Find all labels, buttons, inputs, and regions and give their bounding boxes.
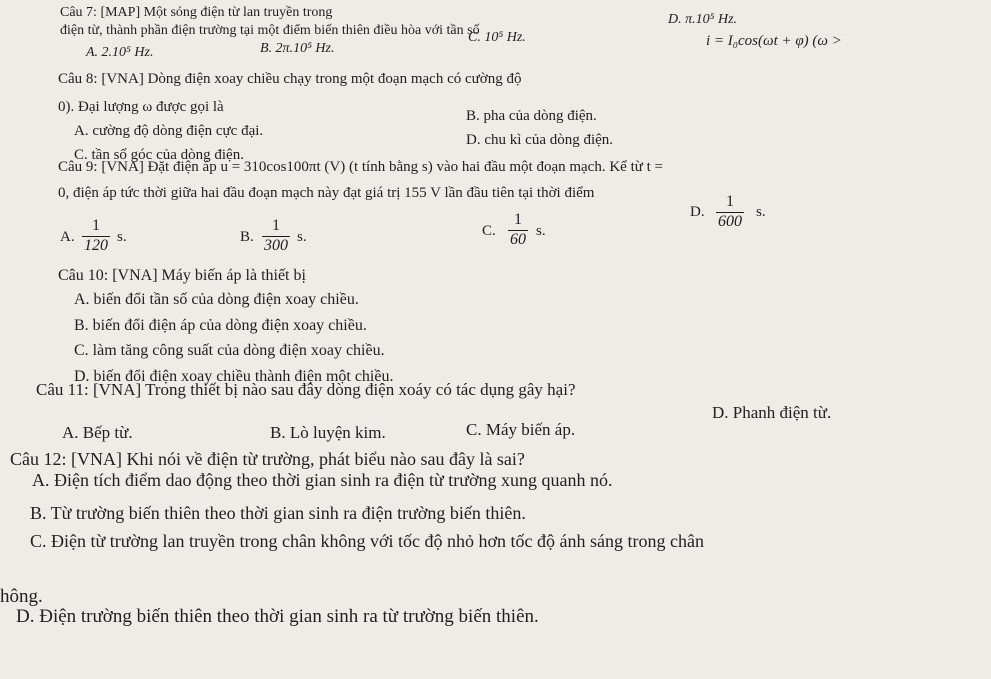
q11-stem: Câu 11: [VNA] Trong thiết bị nào sau đây dòng điện xoáy có tác dụng gây hại?: [36, 380, 576, 399]
q11-option-d: D. Phanh điện từ.: [712, 403, 832, 422]
q8-option-d: D. chu kì của dòng điện.: [466, 132, 614, 148]
q9-option-c-numerator: 1: [514, 211, 522, 228]
q7-option-c: C. 10⁵ Hz.: [468, 30, 526, 45]
q11-option-b: B. Lò luyện kim.: [270, 423, 386, 442]
q12-stem: Câu 12: [VNA] Khi nói về điện từ trường, phát biểu nào sau đây là sai?: [10, 449, 525, 469]
q9-option-c-unit: s.: [536, 223, 546, 239]
q7-option-d: D. π.10⁵ Hz.: [668, 12, 738, 27]
q9-stem-line1: Câu 9: [VNA] Đặt điện áp u = 310cos100πt (V) (t tính bằng s) vào hai đầu một đoạn mạch. Kể từ t =: [58, 159, 663, 175]
q8-option-a: A. cường độ dòng điện cực đại.: [74, 123, 264, 139]
q8-option-c: C. tần số góc của dòng điện.: [74, 147, 244, 163]
q9-option-d-denominator: 600: [718, 213, 742, 230]
q8-formula: i = I₀cos(ωt + φ) (ω >: [706, 33, 842, 49]
q9-option-a-label: A.: [60, 229, 75, 245]
q8-stem-line2: 0). Đại lượng ω được gọi là: [58, 99, 224, 115]
q9-option-c-fraction: [508, 212, 528, 248]
q10-option-a: A. biến đổi tần số của dòng điện xoay chiều.: [74, 291, 359, 308]
q9-option-d-unit: s.: [756, 204, 766, 220]
q9-option-d-label: D.: [690, 204, 705, 220]
q7-option-b: B. 2π.10⁵ Hz.: [260, 41, 335, 56]
q9-option-b-numerator: 1: [272, 217, 280, 234]
q12-option-a: A. Điện tích điểm dao động theo thời gian sinh ra điện từ trường xung quanh nó.: [32, 470, 613, 490]
q7-stem-line2: điện từ, thành phần điện trường tại một điểm biến thiên điều hòa với tần số: [60, 23, 480, 38]
q10-option-c: C. làm tăng công suất của dòng điện xoay chiều.: [74, 342, 385, 359]
q9-option-a-numerator: 1: [92, 217, 100, 234]
q9-option-a-unit: s.: [117, 229, 127, 245]
q9-option-b-fraction: [262, 218, 290, 254]
q9-option-d-numerator: 1: [726, 193, 734, 210]
q10-option-d: D. biến đổi điện xoay chiều thành điện một chiều.: [74, 368, 394, 385]
q9-option-b-denominator: 300: [264, 237, 288, 254]
q12-option-c: C. Điện từ trường lan truyền trong chân không với tốc độ nhỏ hơn tốc độ ánh sáng trong chân: [30, 531, 704, 551]
q9-option-b-unit: s.: [297, 229, 307, 245]
q7-option-a: A. 2.10⁵ Hz.: [86, 45, 154, 60]
q9-option-a-fraction: [82, 218, 110, 254]
q11-option-a: A. Bếp từ.: [62, 423, 133, 442]
q10-stem: Câu 10: [VNA] Máy biến áp là thiết bị: [58, 267, 306, 284]
q8-stem-line1: Câu 8: [VNA] Dòng điện xoay chiều chạy trong một đoạn mạch có cường độ: [58, 71, 522, 87]
q9-option-a-denominator: 120: [84, 237, 108, 254]
q8-option-b: B. pha của dòng điện.: [466, 108, 597, 124]
q12-option-c-continued: hông.: [0, 586, 43, 607]
q9-option-d-fraction: [716, 194, 744, 230]
q9-option-c-label: C.: [482, 223, 496, 239]
q7-stem-line1: Câu 7: [MAP] Một sóng điện từ lan truyền trong: [60, 5, 333, 20]
q9-stem-line2: 0, điện áp tức thời giữa hai đầu đoạn mạch này đạt giá trị 155 V lần đầu tiên tại thời điểm: [58, 185, 595, 201]
q9-option-b-label: B.: [240, 229, 254, 245]
q10-option-b: B. biến đổi điện áp của dòng điện xoay chiều.: [74, 317, 367, 334]
q9-option-c-denominator: 60: [510, 231, 526, 248]
q12-option-b: B. Từ trường biến thiên theo thời gian sinh ra điện trường biến thiên.: [30, 503, 526, 523]
q11-option-c: C. Máy biến áp.: [466, 420, 576, 439]
q12-option-d: D. Điện trường biến thiên theo thời gian sinh ra từ trường biến thiên.: [16, 606, 539, 627]
